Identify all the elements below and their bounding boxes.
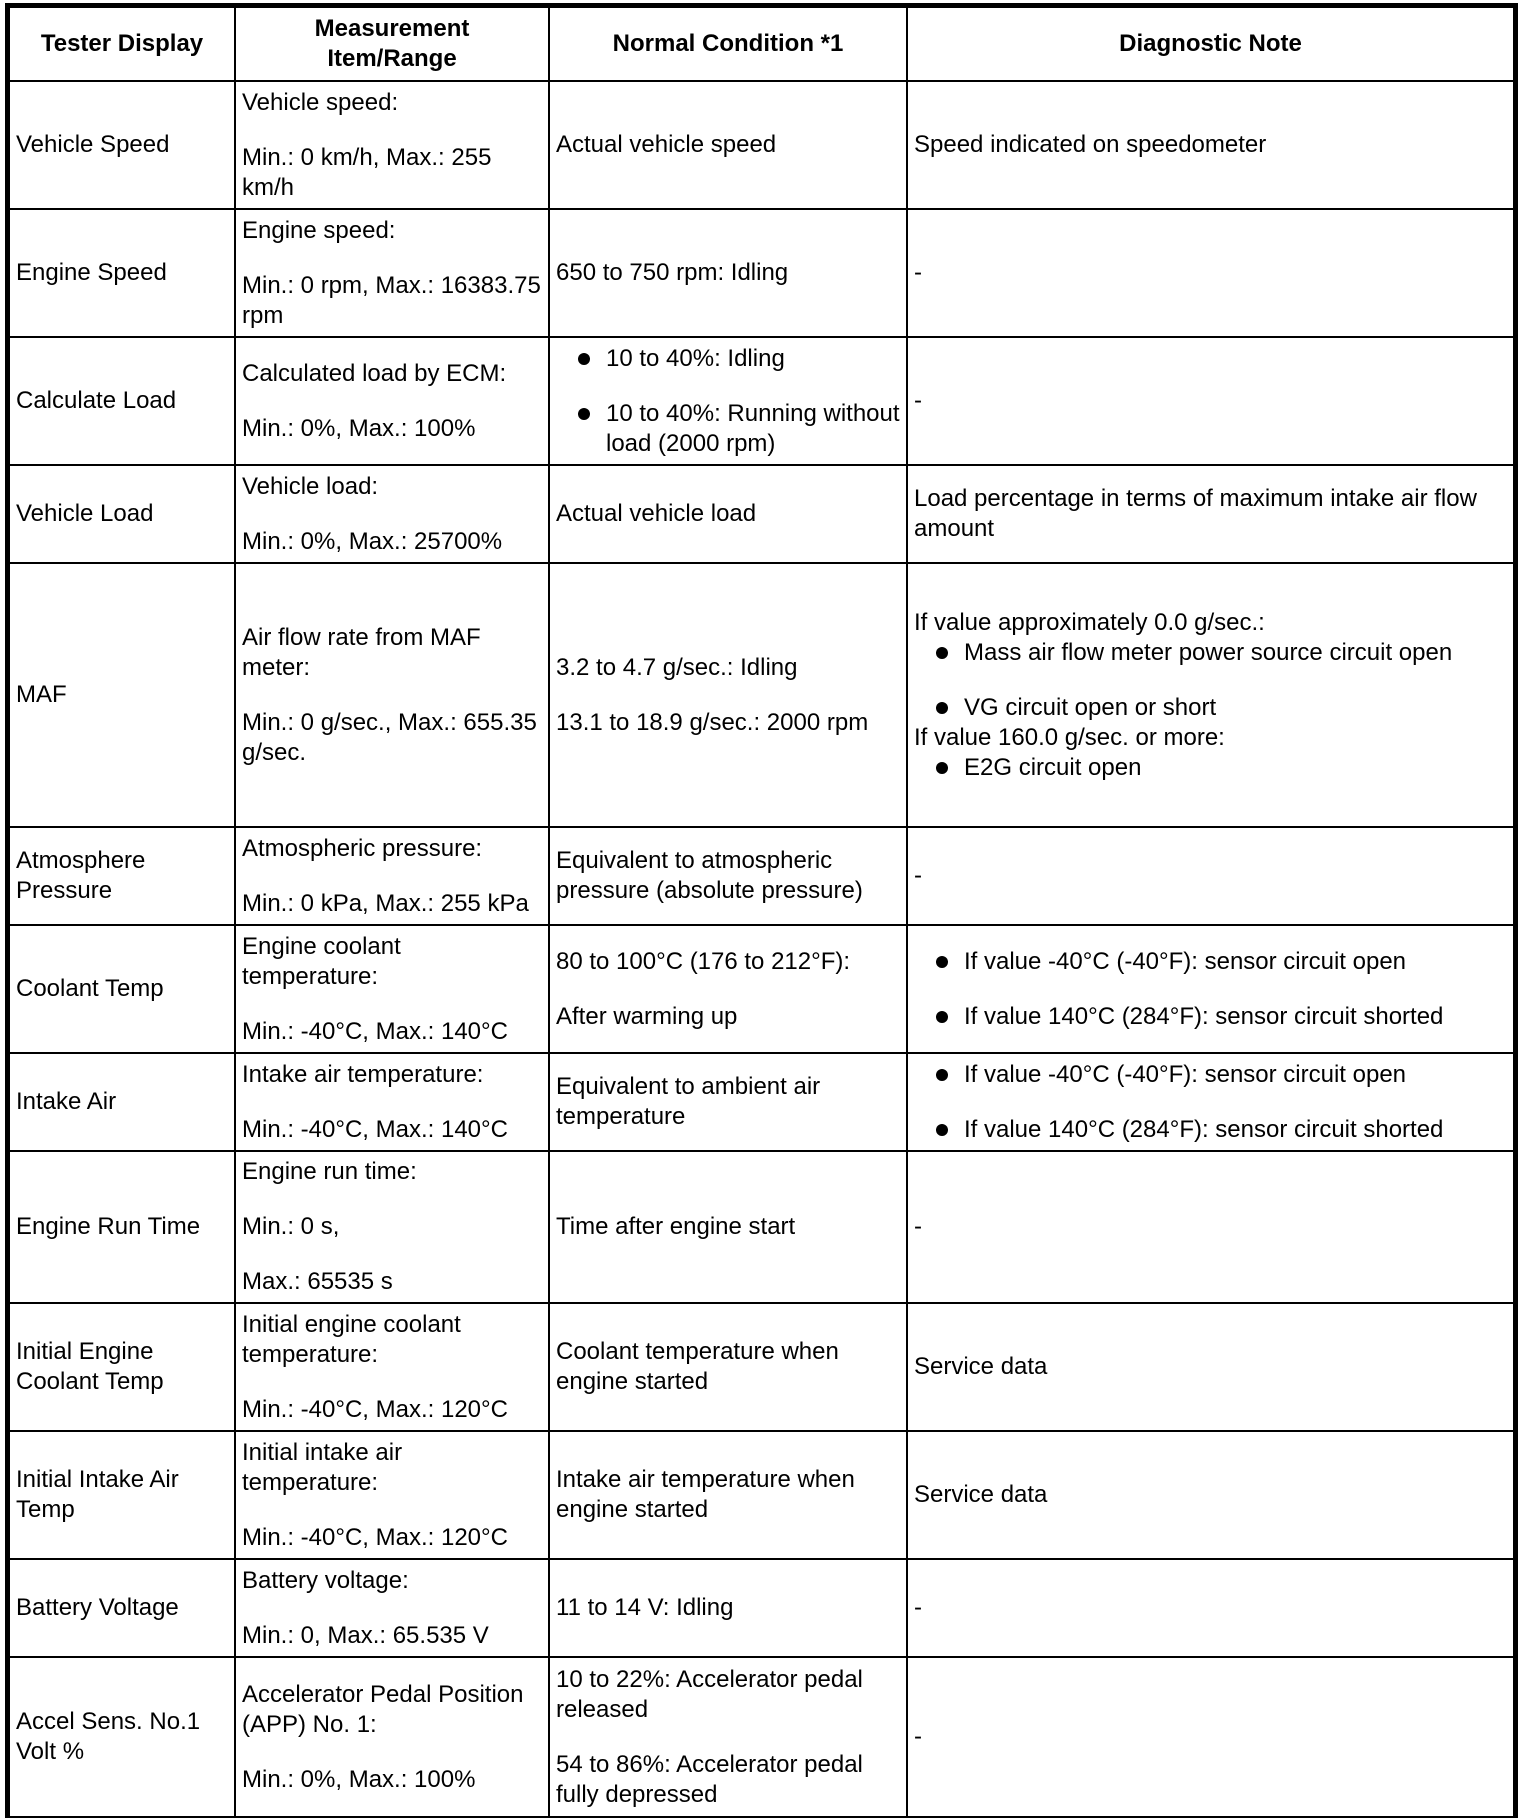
diagnostic-note-line: Service data xyxy=(914,1353,1048,1380)
header-normal-condition: Normal Condition *1 xyxy=(549,7,907,81)
normal-condition-line: Intake air temperature when engine started xyxy=(556,1466,855,1523)
measurement-line: Min.: 0 km/h, Max.: 255 km/h xyxy=(242,143,492,201)
normal-condition-line: Actual vehicle load xyxy=(556,500,757,527)
normal-condition-line: 3.2 to 4.7 g/sec.: Idling xyxy=(556,653,798,681)
diagnostic-note-line: If value approximately 0.0 g/sec.: xyxy=(914,608,1265,636)
normal-condition-cell xyxy=(549,465,907,563)
measurement-line: Engine coolant temperature: xyxy=(242,932,401,990)
normal-condition-list xyxy=(556,344,900,459)
tester-display-cell: Vehicle Load xyxy=(9,465,235,563)
table-row xyxy=(9,827,1514,925)
diagnostic-note-bullet-item: E2G circuit open xyxy=(914,753,1507,783)
normal-condition-line: 13.1 to 18.9 g/sec.: 2000 rpm xyxy=(556,708,869,736)
diagnostic-note-line: Service data xyxy=(914,1481,1048,1508)
normal-condition-bullet-item: 10 to 40%: Idling xyxy=(556,344,900,374)
measurement-cell xyxy=(235,1303,549,1431)
diagnostic-note-line: Load percentage in terms of maximum intake air flow amount xyxy=(914,485,1477,542)
measurement-cell xyxy=(235,1559,549,1657)
diagnostic-note-bullet-item: If value 140°C (284°F): sensor circuit shorted xyxy=(914,1115,1507,1145)
tester-display-cell: Initial Intake Air Temp xyxy=(9,1431,235,1559)
normal-condition-line: 650 to 750 rpm: Idling xyxy=(556,259,789,286)
table-body xyxy=(9,81,1514,1817)
table-row xyxy=(9,209,1514,337)
normal-condition-line: Coolant temperature when engine started xyxy=(556,1338,839,1395)
table-row xyxy=(9,1303,1514,1431)
header-diagnostic-note: Diagnostic Note xyxy=(907,7,1514,81)
normal-condition-line: 11 to 14 V: Idling xyxy=(556,1594,734,1621)
header-tester-display: Tester Display xyxy=(9,7,235,81)
diagnostic-note-line: - xyxy=(914,1213,922,1240)
measurement-cell xyxy=(235,81,549,209)
normal-condition-cell xyxy=(549,925,907,1053)
measurement-cell xyxy=(235,827,549,925)
normal-condition-cell xyxy=(549,1053,907,1151)
diagnostic-note-line: If value 160.0 g/sec. or more: xyxy=(914,723,1225,751)
diagnostic-note-cell xyxy=(907,465,1514,563)
measurement-line: Initial intake air temperature: xyxy=(242,1438,403,1496)
measurement-line: Min.: -40°C, Max.: 140°C xyxy=(242,1115,508,1143)
measurement-cell xyxy=(235,563,549,827)
diagnostic-note-cell xyxy=(907,1151,1514,1303)
measurement-cell xyxy=(235,1151,549,1303)
measurement-line: Max.: 65535 s xyxy=(242,1268,393,1295)
tester-display-cell: Battery Voltage xyxy=(9,1559,235,1657)
diagnostic-note-cell xyxy=(907,81,1514,209)
table-row xyxy=(9,337,1514,465)
table-row xyxy=(9,1151,1514,1303)
normal-condition-cell xyxy=(549,209,907,337)
table-row xyxy=(9,81,1514,209)
normal-condition-line: 54 to 86%: Accelerator pedal fully depressed xyxy=(556,1750,863,1808)
measurement-line: Battery voltage: xyxy=(242,1566,409,1594)
diagnostic-note-line: Speed indicated on speedometer xyxy=(914,131,1267,158)
diagnostic-note-bullet-item: If value -40°C (-40°F): sensor circuit open xyxy=(914,947,1507,977)
tester-display-cell: Atmosphere Pressure xyxy=(9,827,235,925)
diagnostic-note-list xyxy=(914,753,1507,783)
normal-condition-line: 80 to 100°C (176 to 212°F): xyxy=(556,947,851,975)
data-list-table xyxy=(8,6,1515,1818)
measurement-cell xyxy=(235,209,549,337)
diagnostic-note-line: - xyxy=(914,1723,922,1750)
table-row xyxy=(9,1053,1514,1151)
tester-display-cell: MAF xyxy=(9,563,235,827)
diagnostic-note-cell xyxy=(907,925,1514,1053)
measurement-line: Min.: -40°C, Max.: 140°C xyxy=(242,1017,508,1045)
diagnostic-note-cell xyxy=(907,1053,1514,1151)
header-measurement: Measurement Item/Range xyxy=(235,7,549,81)
diagnostic-note-cell xyxy=(907,1431,1514,1559)
normal-condition-line: Equivalent to ambient air temperature xyxy=(556,1073,821,1130)
measurement-cell xyxy=(235,1053,549,1151)
measurement-line: Intake air temperature: xyxy=(242,1060,484,1088)
measurement-line: Min.: -40°C, Max.: 120°C xyxy=(242,1523,508,1551)
measurement-cell xyxy=(235,1431,549,1559)
table-row xyxy=(9,925,1514,1053)
measurement-line: Atmospheric pressure: xyxy=(242,834,483,862)
measurement-line: Min.: 0 rpm, Max.: 16383.75 rpm xyxy=(242,271,541,329)
tester-display-cell: Intake Air xyxy=(9,1053,235,1151)
diagnostic-note-line: - xyxy=(914,387,922,414)
diagnostic-note-line: - xyxy=(914,1594,922,1621)
diagnostic-note-line: - xyxy=(914,862,922,889)
table-row xyxy=(9,465,1514,563)
table-row xyxy=(9,1431,1514,1559)
normal-condition-cell xyxy=(549,1431,907,1559)
diagnostic-note-list xyxy=(914,638,1507,723)
measurement-line: Calculated load by ECM: xyxy=(242,359,507,387)
normal-condition-cell xyxy=(549,1151,907,1303)
measurement-line: Min.: 0%, Max.: 100% xyxy=(242,1765,476,1793)
measurement-line: Min.: 0%, Max.: 100% xyxy=(242,414,476,442)
diagnostic-note-cell xyxy=(907,1303,1514,1431)
diagnostic-note-cell xyxy=(907,209,1514,337)
tester-display-cell: Initial Engine Coolant Temp xyxy=(9,1303,235,1431)
normal-condition-cell xyxy=(549,1559,907,1657)
diagnostic-note-cell xyxy=(907,563,1514,827)
normal-condition-line: Equivalent to atmospheric pressure (absolute pressure) xyxy=(556,847,863,904)
measurement-line: Vehicle load: xyxy=(242,472,379,500)
diagnostic-note-list xyxy=(914,1060,1507,1145)
diagnostic-note-bullet-item: If value 140°C (284°F): sensor circuit shorted xyxy=(914,1002,1507,1032)
table-row xyxy=(9,563,1514,827)
table-row xyxy=(9,1559,1514,1657)
measurement-line: Air flow rate from MAF meter: xyxy=(242,623,481,681)
normal-condition-cell xyxy=(549,827,907,925)
normal-condition-cell xyxy=(549,563,907,827)
tester-display-cell: Engine Run Time xyxy=(9,1151,235,1303)
table-row xyxy=(9,1657,1514,1817)
diagnostic-note-bullet-item: VG circuit open or short xyxy=(914,693,1507,723)
normal-condition-line: 10 to 22%: Accelerator pedal released xyxy=(556,1665,863,1723)
tester-display-cell: Accel Sens. No.1 Volt % xyxy=(9,1657,235,1817)
diagnostic-note-cell xyxy=(907,337,1514,465)
normal-condition-line: Actual vehicle speed xyxy=(556,131,777,158)
normal-condition-cell xyxy=(549,1303,907,1431)
diagnostic-note-line: - xyxy=(914,259,922,286)
diagnostic-note-bullet-item: Mass air flow meter power source circuit open xyxy=(914,638,1507,668)
diagnostic-note-list xyxy=(914,947,1507,1032)
normal-condition-cell xyxy=(549,81,907,209)
measurement-line: Engine speed: xyxy=(242,216,396,244)
normal-condition-line: After warming up xyxy=(556,1002,738,1030)
measurement-line: Vehicle speed: xyxy=(242,88,399,116)
tester-display-cell: Vehicle Speed xyxy=(9,81,235,209)
measurement-cell xyxy=(235,337,549,465)
tester-display-cell: Coolant Temp xyxy=(9,925,235,1053)
measurement-line: Min.: 0 kPa, Max.: 255 kPa xyxy=(242,889,529,917)
normal-condition-cell xyxy=(549,337,907,465)
diagnostic-note-cell xyxy=(907,1559,1514,1657)
measurement-line: Min.: 0 s, xyxy=(242,1213,340,1240)
normal-condition-line: Time after engine start xyxy=(556,1213,796,1240)
tester-display-cell: Engine Speed xyxy=(9,209,235,337)
normal-condition-bullet-item: 10 to 40%: Running without load (2000 rpm) xyxy=(556,399,900,459)
measurement-line: Initial engine coolant temperature: xyxy=(242,1310,461,1368)
measurement-line: Min.: 0%, Max.: 25700% xyxy=(242,527,503,555)
table-header-row xyxy=(9,7,1514,81)
diagnostic-note-cell xyxy=(907,827,1514,925)
measurement-cell xyxy=(235,465,549,563)
normal-condition-cell xyxy=(549,1657,907,1817)
diagnostic-note-bullet-item: If value -40°C (-40°F): sensor circuit open xyxy=(914,1060,1507,1090)
diagnostic-note-cell xyxy=(907,1657,1514,1817)
tester-display-cell: Calculate Load xyxy=(9,337,235,465)
measurement-line: Min.: -40°C, Max.: 120°C xyxy=(242,1395,508,1423)
measurement-cell xyxy=(235,925,549,1053)
measurement-line: Engine run time: xyxy=(242,1158,417,1185)
measurement-cell xyxy=(235,1657,549,1817)
measurement-line: Accelerator Pedal Position (APP) No. 1: xyxy=(242,1680,524,1738)
measurement-line: Min.: 0 g/sec., Max.: 655.35 g/sec. xyxy=(242,708,537,766)
measurement-line: Min.: 0, Max.: 65.535 V xyxy=(242,1621,489,1649)
